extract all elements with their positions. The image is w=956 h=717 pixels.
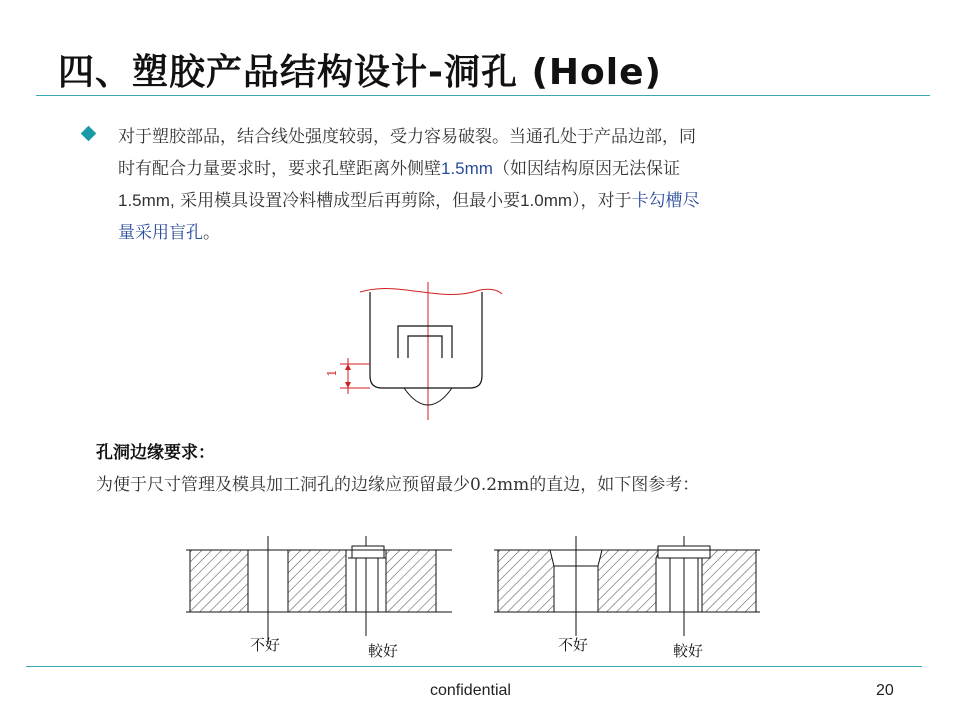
para-highlight-blind-hole: 量采用盲孔 <box>118 223 203 242</box>
hole-edge-diagram-left <box>186 536 452 644</box>
page-title: 四、塑胶产品结构设计-洞孔 (Hole) <box>58 52 662 93</box>
page-number: 20 <box>876 682 894 699</box>
section-heading: 孔洞边缘要求： <box>96 443 215 463</box>
dimension-label: 1 <box>324 369 339 377</box>
label-right-good: 較好 <box>673 642 704 660</box>
para-line1: 对于塑胶部品，结合线处强度较弱，受力容易破裂。当通孔处于产品边部，同 <box>118 127 696 147</box>
footer-confidential: confidential <box>430 682 511 699</box>
para-highlight-1-5mm: 1.5mm <box>441 159 493 178</box>
para-line3-c: ），对于 <box>572 191 632 211</box>
label-right-bad: 不好 <box>558 636 589 654</box>
footer-divider <box>26 666 922 667</box>
para-line4-end: 。 <box>203 223 220 243</box>
hole-edge-diagram <box>320 280 520 425</box>
hole-edge-diagram-right <box>494 536 760 644</box>
section-text: 为便于尺寸管理及模具加工洞孔的边缘应预留最少0.2mm的直边，如下图参考： <box>96 475 700 495</box>
title-divider <box>36 95 930 96</box>
diamond-bullet-icon <box>81 126 97 142</box>
label-left-good: 較好 <box>368 642 399 660</box>
bullet-paragraph <box>118 122 878 249</box>
label-left-bad: 不好 <box>250 636 281 654</box>
para-line3-num2: 1.0mm <box>520 191 573 210</box>
para-line3-b: 采用模具设置冷料槽成型后再剪除，但最小要 <box>174 191 521 211</box>
para-line3-num: 1.5mm, <box>118 191 175 210</box>
para-highlight-snap-slot: 卡勾槽尽 <box>631 191 700 210</box>
para-line2-a: 时有配合力量要求时，要求孔壁距离外侧壁 <box>118 159 441 179</box>
para-line2-b: （如因结构原因无法保证 <box>492 159 680 179</box>
